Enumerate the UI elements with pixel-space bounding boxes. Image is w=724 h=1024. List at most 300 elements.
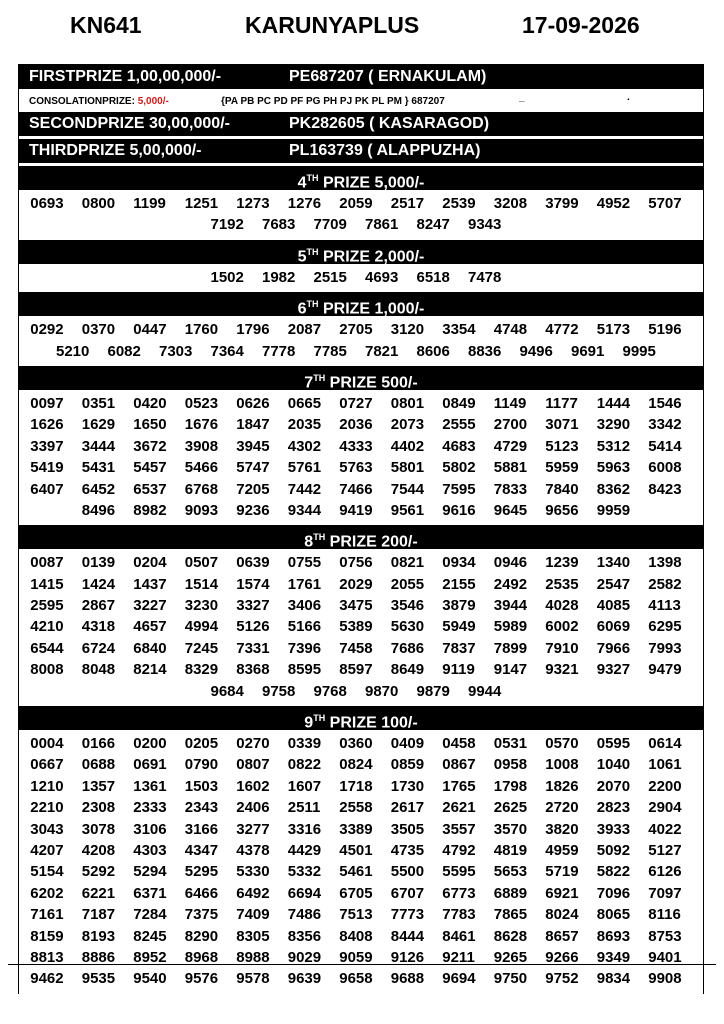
winning-number: 6694	[287, 884, 322, 902]
winning-number: 5747	[236, 459, 270, 477]
winning-number: 8657	[545, 927, 579, 945]
winning-number: 1444	[596, 394, 631, 412]
consolation-series: {PA PB PC PD PF PG PH PJ PK PL PM } 687207	[221, 96, 445, 107]
winning-number: 1761	[287, 575, 322, 593]
winning-number: 8444	[390, 927, 425, 945]
winning-number: 3933	[596, 820, 631, 838]
winning-number: 0292	[30, 321, 64, 339]
winning-number: 1415	[30, 575, 64, 593]
winning-numbers	[19, 264, 703, 292]
winning-number: 0934	[442, 554, 476, 572]
prize-amount: PRIZE 500/-	[325, 374, 418, 392]
winning-number: 7205	[236, 480, 270, 498]
winning-number: 8408	[339, 927, 373, 945]
winning-number: 0755	[287, 554, 322, 572]
winning-number: 0639	[236, 554, 270, 572]
winning-number: 9265	[493, 948, 528, 966]
winning-number: 4303	[133, 841, 167, 859]
winning-number: 8968	[184, 948, 219, 966]
winning-number: 3230	[184, 597, 219, 615]
winning-number: 6537	[133, 480, 167, 498]
winning-number: 0821	[390, 554, 425, 572]
winning-number: 7595	[442, 480, 476, 498]
winning-number: 7161	[30, 906, 64, 924]
winning-number: 2406	[236, 799, 270, 817]
prize-heading	[19, 706, 703, 730]
winning-number: 1760	[184, 321, 219, 339]
winning-number: 8048	[81, 661, 116, 679]
winning-number: 7861	[365, 216, 399, 234]
winning-number: 0204	[133, 554, 167, 572]
winning-number: 5295	[184, 863, 219, 881]
winning-number: 0531	[493, 735, 528, 753]
winning-number: 7331	[236, 639, 270, 657]
winning-number: 7783	[442, 906, 476, 924]
winning-number: 1826	[545, 777, 579, 795]
winning-number: 3166	[184, 820, 219, 838]
winning-number: 6466	[184, 884, 219, 902]
winning-number: 5881	[493, 459, 528, 477]
winning-number: 2517	[390, 195, 425, 212]
winning-number: 0626	[236, 394, 270, 412]
winning-number: 9995	[622, 342, 656, 360]
winning-number: 7096	[596, 884, 631, 902]
winning-number: 9834	[596, 970, 631, 988]
winning-number: 7837	[442, 639, 476, 657]
lottery-name: KARUNYAPLUS	[245, 12, 420, 38]
winning-number: 8836	[468, 342, 502, 360]
winning-number: 2555	[442, 416, 476, 434]
winning-number: 8368	[236, 661, 270, 679]
winning-number: 5294	[133, 863, 167, 881]
winning-number: 9321	[545, 661, 579, 679]
winning-number: 0614	[648, 735, 682, 753]
prize-heading	[19, 366, 703, 390]
third-prize-bar	[19, 139, 703, 166]
prize-ordinal-suffix: TH	[313, 372, 326, 383]
first-prize-bar	[19, 65, 703, 92]
draw-code: KN641	[70, 12, 142, 38]
winning-number: 4501	[339, 841, 373, 859]
winning-number: 0691	[133, 756, 167, 774]
winning-number: 5461	[339, 863, 373, 881]
winning-number: 7375	[184, 906, 219, 924]
winning-number: 5802	[442, 459, 476, 477]
winning-number: 3327	[236, 597, 270, 615]
winning-number: 8597	[339, 661, 373, 679]
winning-number: 0822	[287, 756, 322, 774]
winning-number: 9576	[184, 970, 219, 988]
winning-number: 5963	[596, 459, 631, 477]
result-sheet	[18, 64, 704, 994]
bottom-rule	[8, 964, 716, 965]
winning-number: 7899	[493, 639, 528, 657]
draw-header	[0, 10, 724, 44]
winning-number: 0958	[493, 756, 528, 774]
winning-number: 2200	[648, 777, 682, 795]
winning-number: 1730	[390, 777, 425, 795]
prize-heading	[19, 292, 703, 316]
third-prize-label: THIRDPRIZE 5,00,000/-	[29, 142, 202, 159]
winning-number: 1503	[184, 777, 219, 795]
winning-number: 0946	[493, 554, 528, 572]
winning-number: 5763	[339, 459, 373, 477]
winning-number: 9462	[30, 970, 64, 988]
winning-number: 7486	[287, 906, 322, 924]
winning-number: 2904	[648, 799, 682, 817]
winning-number: 8193	[81, 927, 116, 945]
winning-number: 7396	[287, 639, 322, 657]
consolation-label: CONSOLATIONPRIZE:	[29, 96, 135, 107]
winning-number: 6889	[493, 884, 528, 902]
winning-number: 6544	[30, 639, 64, 657]
winning-number: 1061	[648, 756, 682, 774]
winning-number: 9688	[390, 970, 425, 988]
winning-number: 8606	[416, 342, 450, 360]
winning-number: 3106	[133, 820, 167, 838]
winning-number: 4318	[81, 618, 116, 636]
winning-number: 5761	[287, 459, 322, 477]
winning-number: 0595	[596, 735, 631, 753]
winning-number: 1982	[262, 268, 296, 286]
winning-number: 0270	[236, 735, 270, 753]
consolation-label-group	[29, 92, 169, 112]
winning-number: 8461	[442, 927, 476, 945]
winning-number: 1650	[133, 416, 167, 434]
winning-number: 8496	[81, 501, 116, 519]
winning-number: 3879	[442, 597, 476, 615]
consolation-row	[19, 92, 703, 112]
winning-number: 1177	[545, 394, 578, 412]
winning-number: 4208	[81, 841, 116, 859]
winning-number: 7773	[390, 906, 425, 924]
winning-number: 1546	[648, 394, 682, 412]
winning-number: 9266	[545, 948, 579, 966]
winning-number: 3475	[339, 597, 373, 615]
winning-number: 4819	[493, 841, 528, 859]
prize-ordinal: 7	[304, 374, 314, 392]
winning-numbers	[19, 316, 703, 366]
decor-mark: _	[519, 92, 525, 103]
winning-number: 5457	[133, 459, 167, 477]
winning-number: 9944	[468, 682, 502, 700]
winning-number: 5123	[545, 437, 579, 455]
winning-number: 1239	[545, 554, 579, 572]
winning-number: 2029	[339, 575, 373, 593]
winning-number: 8982	[133, 501, 167, 519]
winning-number: 2720	[545, 799, 579, 817]
prize-amount: PRIZE 100/-	[325, 714, 418, 732]
winning-number: 6407	[30, 480, 64, 498]
winning-number: 8595	[287, 661, 322, 679]
winning-number: 5959	[545, 459, 579, 477]
winning-number: 9401	[648, 948, 682, 966]
winning-number: 7966	[596, 639, 631, 657]
winning-number: 0339	[287, 735, 322, 753]
winning-number: 7785	[313, 342, 347, 360]
winning-number: 2582	[648, 575, 682, 593]
winning-number: 5126	[236, 618, 270, 636]
winning-number: 4347	[184, 841, 219, 859]
winning-number: 7284	[133, 906, 167, 924]
winning-number: 8988	[236, 948, 270, 966]
winning-number: 1210	[30, 777, 64, 795]
winning-number: 1273	[236, 195, 270, 212]
prize-amount: PRIZE 2,000/-	[318, 248, 425, 266]
winning-number: 2055	[390, 575, 425, 593]
winning-number: 4333	[339, 437, 373, 455]
winning-number: 2625	[493, 799, 528, 817]
winning-number: 0523	[184, 394, 219, 412]
winning-number: 6705	[339, 884, 373, 902]
winning-number: 0097	[30, 394, 64, 412]
winning-number: 9656	[545, 501, 579, 519]
winning-number: 9059	[339, 948, 373, 966]
winning-number: 2515	[313, 268, 347, 286]
winning-number: 1251	[184, 195, 219, 212]
winning-number: 5196	[648, 321, 682, 339]
winning-number: 9870	[365, 682, 399, 700]
winning-number: 3316	[287, 820, 322, 838]
winning-number: 2492	[493, 575, 528, 593]
prize-amount: PRIZE 1,000/-	[318, 300, 425, 318]
winning-number: 5822	[596, 863, 631, 881]
winning-number: 7303	[159, 342, 193, 360]
winning-number: 5801	[390, 459, 425, 477]
winning-number: 3397	[30, 437, 64, 455]
winning-number: 1340	[596, 554, 631, 572]
winning-number: 8305	[236, 927, 270, 945]
winning-number: 7478	[468, 268, 502, 286]
winning-number: 2035	[287, 416, 322, 434]
winning-number: 5419	[30, 459, 64, 477]
winning-number: 3208	[493, 195, 528, 212]
winning-number: 9327	[596, 661, 631, 679]
winning-number: 9658	[339, 970, 373, 988]
winning-number: 1502	[210, 268, 244, 286]
prize-ordinal: 6	[297, 300, 307, 318]
winning-number: 2070	[596, 777, 631, 795]
winning-number: 6724	[81, 639, 116, 657]
winning-number: 9758	[262, 682, 296, 700]
prize-ordinal-suffix: TH	[306, 173, 319, 183]
winning-number: 1602	[236, 777, 270, 795]
prize-ordinal-suffix: TH	[313, 713, 326, 724]
winning-number: 8290	[184, 927, 219, 945]
winning-number: 0849	[442, 394, 476, 412]
winning-number: 7840	[545, 480, 579, 498]
winning-number: 7187	[81, 906, 116, 924]
winning-number: 9343	[468, 216, 502, 234]
winning-number: 3944	[493, 597, 528, 615]
winning-number: 9694	[442, 970, 476, 988]
winning-number: 8886	[81, 948, 116, 966]
winning-number: 7097	[648, 884, 682, 902]
winning-number: 1607	[287, 777, 322, 795]
winning-number: 1008	[545, 756, 579, 774]
winning-number: 0801	[390, 394, 425, 412]
winning-number: 9561	[390, 501, 425, 519]
winning-number: 6707	[390, 884, 425, 902]
winning-number: 8024	[545, 906, 579, 924]
winning-number: 8952	[133, 948, 167, 966]
winning-number: 8693	[596, 927, 631, 945]
second-prize-bar	[19, 112, 703, 139]
winning-number: 0756	[339, 554, 373, 572]
winning-number: 3406	[287, 597, 322, 615]
winning-number: 3354	[442, 321, 476, 339]
winning-number: 1626	[30, 416, 64, 434]
prize-heading	[19, 525, 703, 549]
winning-number: 0800	[81, 195, 116, 212]
winning-number: 1798	[493, 777, 528, 795]
winning-number: 7544	[390, 480, 425, 498]
winning-number: 6002	[545, 618, 579, 636]
winning-number: 0458	[442, 735, 476, 753]
winning-number: 2511	[287, 799, 321, 817]
winning-number: 0570	[545, 735, 579, 753]
winning-number: 2595	[30, 597, 64, 615]
winning-number: 8065	[596, 906, 631, 924]
winning-number: 3389	[339, 820, 373, 838]
winning-number: 7442	[287, 480, 322, 498]
winning-number: 6773	[442, 884, 476, 902]
winning-number: 2073	[390, 416, 425, 434]
winning-number: 8649	[390, 661, 425, 679]
winning-number: 0004	[30, 735, 64, 753]
winning-number: 9616	[442, 501, 476, 519]
winning-number: 3570	[493, 820, 528, 838]
winning-number: 3672	[133, 437, 167, 455]
winning-number: 0200	[133, 735, 167, 753]
winning-number: 8356	[287, 927, 322, 945]
winning-number: 4210	[30, 618, 64, 636]
winning-number: 5292	[81, 863, 116, 881]
winning-number: 3071	[545, 416, 579, 434]
winning-number: 5466	[184, 459, 219, 477]
winning-number: 4748	[493, 321, 528, 339]
winning-number: 8329	[184, 661, 219, 679]
winning-number: 0370	[81, 321, 116, 339]
winning-number: 5127	[648, 841, 682, 859]
winning-number: 4378	[236, 841, 270, 859]
winning-number: 0360	[339, 735, 373, 753]
winning-numbers	[19, 730, 703, 994]
winning-number: 5154	[30, 863, 64, 881]
winning-number: 9419	[339, 501, 373, 519]
winning-number: 3945	[236, 437, 270, 455]
winning-number: 9540	[133, 970, 167, 988]
prize-ordinal-suffix: TH	[306, 299, 319, 310]
winning-number: 9344	[287, 501, 322, 519]
winning-number: 0409	[390, 735, 425, 753]
winning-number: 1765	[442, 777, 476, 795]
winning-number: 7821	[365, 342, 399, 360]
winning-number: 9768	[313, 682, 347, 700]
winning-number: 3557	[442, 820, 476, 838]
winning-number: 2535	[545, 575, 579, 593]
winning-number: 8159	[30, 927, 64, 945]
winning-number: 8753	[648, 927, 682, 945]
winning-number: 5989	[493, 618, 528, 636]
winning-number: 7513	[339, 906, 373, 924]
winning-number: 7245	[184, 639, 219, 657]
winning-number: 2333	[133, 799, 167, 817]
winning-number: 9236	[236, 501, 270, 519]
winning-number: 0447	[133, 321, 167, 339]
winning-number: 2343	[184, 799, 219, 817]
winning-number: 2705	[339, 321, 373, 339]
prize-heading	[19, 166, 703, 190]
winning-number: 4792	[442, 841, 476, 859]
winning-number: 7466	[339, 480, 373, 498]
winning-number: 5431	[81, 459, 116, 477]
winning-number: 5707	[648, 195, 682, 212]
winning-number: 9959	[596, 501, 631, 519]
winning-number: 3342	[648, 416, 682, 434]
prize-ordinal: 4	[297, 174, 307, 192]
winning-number: 1199	[133, 195, 166, 212]
winning-number: 7709	[313, 216, 347, 234]
winning-number: 0790	[184, 756, 219, 774]
winning-number: 1040	[596, 756, 631, 774]
winning-number: 1574	[236, 575, 270, 593]
winning-number: 6452	[81, 480, 116, 498]
winning-number: 7683	[262, 216, 296, 234]
winning-number: 2617	[390, 799, 425, 817]
prize-ordinal: 9	[304, 714, 314, 732]
first-prize-label: FIRSTPRIZE 1,00,00,000/-	[29, 68, 222, 85]
third-prize-ticket: PL163739 ( ALAPPUZHA)	[289, 142, 481, 159]
winning-number: 3277	[236, 820, 270, 838]
prize-sections	[19, 166, 703, 994]
winning-number: 5173	[596, 321, 631, 339]
winning-number: 1796	[236, 321, 270, 339]
winning-number: 5653	[493, 863, 528, 881]
winning-number: 1514	[184, 575, 219, 593]
first-prize-ticket: PE687207 ( ERNAKULAM)	[289, 68, 487, 85]
winning-number: 8214	[133, 661, 167, 679]
winning-number: 6492	[236, 884, 270, 902]
winning-number: 8116	[648, 906, 681, 924]
winning-number: 0859	[390, 756, 425, 774]
winning-number: 7364	[210, 342, 244, 360]
winning-number: 0665	[287, 394, 322, 412]
winning-number: 4207	[30, 841, 64, 859]
winning-number: 5500	[390, 863, 425, 881]
winning-number: 7833	[493, 480, 528, 498]
winning-number: 9879	[416, 682, 450, 700]
winning-number: 5719	[545, 863, 579, 881]
winning-number: 2700	[493, 416, 528, 434]
winning-number: 5414	[648, 437, 682, 455]
winning-numbers	[19, 549, 703, 706]
draw-date: 17-09-2026	[522, 12, 640, 38]
winning-number: 4683	[442, 437, 476, 455]
prize-amount: PRIZE 200/-	[325, 533, 418, 551]
winning-number: 6202	[30, 884, 64, 902]
winning-number: 1629	[81, 416, 116, 434]
winning-number: 7993	[648, 639, 682, 657]
winning-number: 7458	[339, 639, 373, 657]
winning-number: 1437	[133, 575, 167, 593]
winning-number: 0688	[81, 756, 116, 774]
winning-number: 9684	[210, 682, 244, 700]
winning-number: 9496	[519, 342, 553, 360]
winning-number: 4028	[545, 597, 579, 615]
winning-number: 2539	[442, 195, 476, 212]
winning-number: 8245	[133, 927, 167, 945]
